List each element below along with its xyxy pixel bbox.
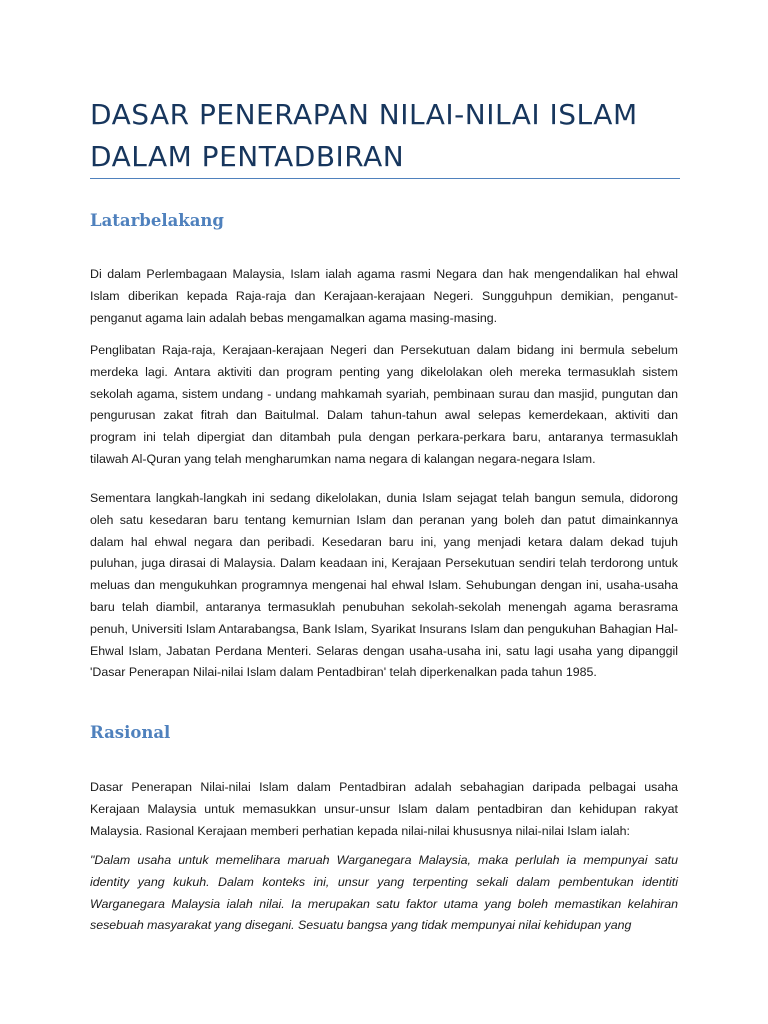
title-underline [90,178,680,179]
paragraph: Di dalam Perlembagaan Malaysia, Islam ialah agama rasmi Negara dan hak mengendalikan hal ehwal Islam diberikan kepada Raja-raja dan Kerajaan-kerajaan Negeri. Sungguhpun demikian, penganut-penganut agama lain adalah bebas mengamalkan agama masing-masing. [90,267,678,325]
section-heading-latarbelakang: Latarbelakang [90,211,224,230]
paragraph: Dasar Penerapan Nilai-nilai Islam dalam Pentadbiran adalah sebahagian daripada pelbagai usaha Kerajaan Malaysia untuk memasukkan unsur-unsur Islam dalam pentadbiran dan kehidupan rakyat Malaysia. Rasional Kerajaan memberi perhatian kepada nilai-nilai khususnya nilai-nilai Islam ialah: [90,780,678,838]
section-heading-rasional: Rasional [90,723,171,742]
quote-paragraph: "Dalam usaha untuk memelihara maruah Warganegara Malaysia, maka perlulah ia mempunyai satu identity yang kukuh. Dalam konteks ini, unsur yang terpenting sekali dalam pembentukan identiti Warganegara Malaysia ialah nilai. Ia merupakan satu faktor utama yang boleh memastikan kelahiran sesebuah masyarakat yang disegani. Sesuatu bangsa yang tidak mempunyai nilai kehidupan yang [90,853,678,933]
paragraph: Sementara langkah-langkah ini sedang dikelolakan, dunia Islam sejagat telah bangun semula, didorong oleh satu kesedaran baru tentang kemurnian Islam dan peranan yang boleh dan patut dimainkannya dalam hal ehwal negara dan peribadi. Kesedaran baru ini, yang menjadi ketara dalam dekad tujuh puluhan, juga dirasai di Malaysia. Dalam keadaan ini, Kerajaan Persekutuan sendiri telah terdorong untuk meluas dan mengukuhkan programnya mengenai hal ehwal Islam. Sehubungan dengan ini, usaha-usaha baru telah diambil, antaranya termasuklah penubuhan sekolah-sekolah menengah agama berasrama penuh, Universiti Islam Antarabangsa, Bank Islam, Syarikat Insurans Islam dan pengukuhan Bahagian Hal-Ehwal Islam, Jabatan Perdana Menteri. Selaras dengan usaha-usaha ini, satu lagi usaha yang dipanggil 'Dasar Penerapan Nilai-nilai Islam dalam Pentadbiran' telah diperkenalkan pada tahun 1985. [90,491,678,680]
paragraph: Penglibatan Raja-raja, Kerajaan-kerajaan Negeri dan Persekutuan dalam bidang ini bermula sebelum merdeka lagi. Antara aktiviti dan program penting yang dikelolakan oleh mereka termasuklah sistem sekolah agama, sistem undang - undang mahkamah syariah, pembinaan surau dan masjid, pungutan dan pengurusan zakat fitrah dan Baitulmal. Dalam tahun-tahun awal selepas kemerdekaan, aktiviti dan program ini telah dipergiat dan ditambah pula dengan perkara-perkara baru, antaranya termasuklah tilawah Al-Quran yang telah mengharumkan nama negara di kalangan negara-negara Islam. [90,343,678,466]
document-title: DASAR PENERAPAN NILAI-NILAI ISLAM DALAM PENTADBIRAN [90,98,638,173]
